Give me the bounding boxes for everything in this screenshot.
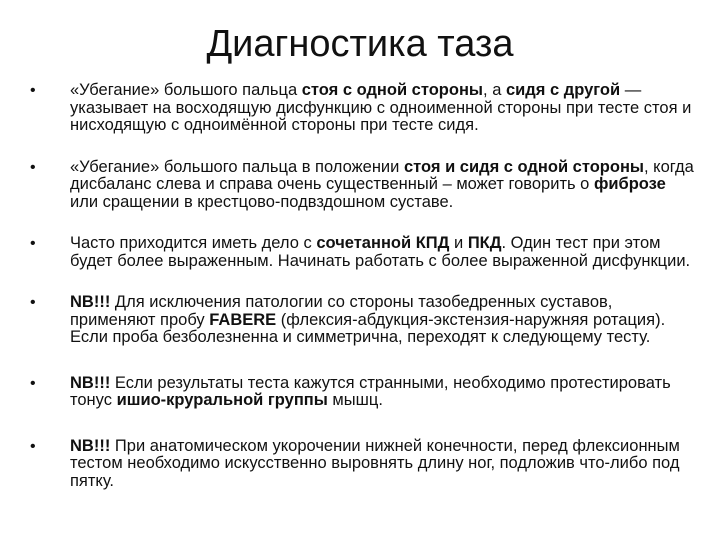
bullet-text: «Убегание» большого пальца — [70, 81, 302, 99]
bullet-text: — указывает на восходящую дисфункцию с одноименной стороны при тесте стоя и нисходящую с одноимённой стороны при тесте сидя. — [70, 81, 692, 134]
bullet-item-6 — [30, 438, 698, 491]
bullet-text: мышц. — [327, 391, 383, 409]
bullet-bold-text: стоя и сидя с одной стороны — [403, 157, 645, 176]
bullet-text: , когда дисбаланс слева и справа очень существенный – может говорить о — [70, 157, 694, 193]
bullet-bold-text: ПКД — [467, 234, 502, 252]
bullet-bold-text: ишио-круральной группы — [116, 391, 328, 409]
bullet-dot-icon: • — [30, 82, 36, 99]
bullet-bold-text: NB!!! — [70, 293, 111, 311]
bullet-text: . Один тест при этом будет более выраженным. Начинать работать с более выраженной дисфункции. — [70, 234, 691, 270]
bullet-text: или сращении в крестцово-подвздошном суставе. — [70, 192, 454, 211]
slide-title: Диагностика таза — [206, 23, 514, 65]
bullet-list — [30, 82, 698, 510]
bullet-bold-text: FABERE — [209, 310, 277, 329]
bullet-text: и — [449, 234, 468, 252]
bullet-bold-text: NB!!! — [70, 436, 111, 455]
bullet-text: «Убегание» большого пальца в положении — [70, 157, 404, 176]
bullet-item-1 — [30, 82, 698, 135]
bullet-item-5 — [30, 375, 698, 410]
bullet-text: При анатомическом укорочении нижней конечности, перед флексионным тестом необходимо искусственно выровнять длину ног, подложив что-либо под пятку. — [70, 436, 680, 490]
bullet-dot-icon: • — [30, 158, 36, 176]
bullet-bold-text: NB!!! — [70, 373, 111, 392]
bullet-bold-text: сочетанной КПД — [316, 234, 450, 252]
bullet-dot-icon: • — [30, 235, 36, 252]
bullet-dot-icon: • — [30, 374, 36, 392]
bullet-dot-icon: • — [30, 437, 36, 455]
bullet-item-4 — [30, 294, 698, 347]
bullet-bold-text: стоя с одной стороны — [301, 81, 484, 99]
bullet-item-3 — [30, 235, 698, 270]
bullet-text: Если результаты теста кажутся странными, необходимо протестировать тонус — [70, 373, 671, 409]
bullet-text: , а — [483, 81, 506, 99]
bullet-text: Для исключения патологии со стороны тазобедренных суставов, применяют пробу — [70, 293, 613, 329]
bullet-dot-icon: • — [30, 294, 36, 311]
bullet-text: (флексия-абдукция-экстензия-наружняя ротация). Если проба безболезненна и симметрична, переходят к следующему тесту. — [70, 310, 666, 346]
bullet-bold-text: сидя с другой — [505, 81, 621, 99]
bullet-bold-text: фиброзе — [593, 175, 666, 193]
bullet-text: Часто приходится иметь дело с — [70, 234, 317, 252]
bullet-item-2 — [30, 159, 698, 212]
